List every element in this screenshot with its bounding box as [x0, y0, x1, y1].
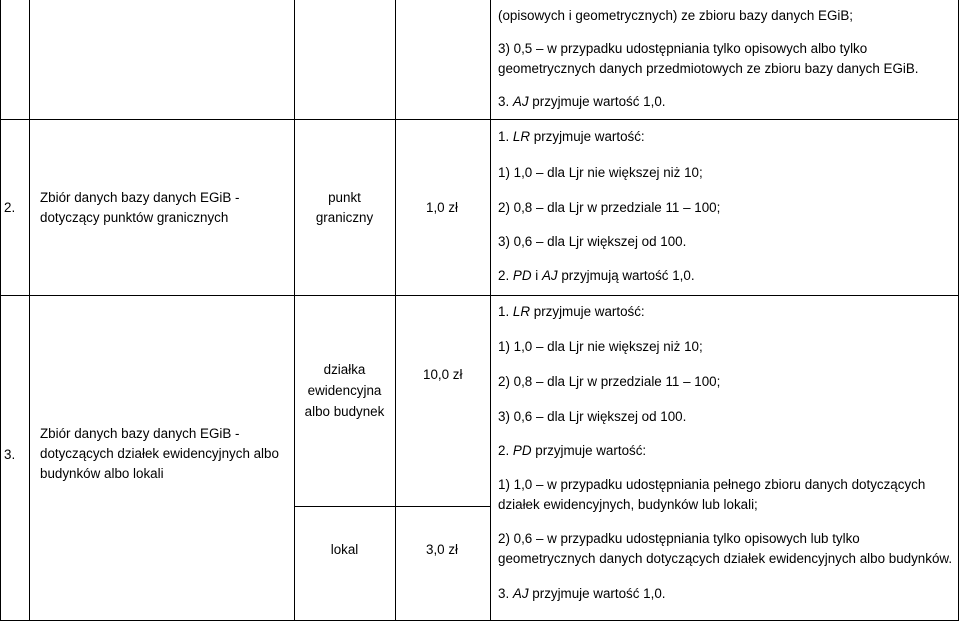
- row3-pd-item: 2) 0,6 – w przypadku udostępniania tylko opisowych lub tylko: [498, 531, 860, 546]
- row2-pd-line: [498, 267, 695, 284]
- row-divider: [0, 119, 959, 120]
- lr-code: LR: [512, 129, 531, 144]
- pd-code: PD: [512, 443, 532, 458]
- row3-unit-a-line: ewidencyjna: [307, 383, 382, 398]
- row3-lr-item: 1) 1,0 – dla Ljr nie większej niż 10;: [498, 339, 703, 354]
- row3-unit-a-line: albo budynek: [304, 404, 385, 419]
- row3-number: 3.: [4, 447, 16, 462]
- aj-prefix: 3.: [498, 586, 510, 601]
- row3-lr-item: 3) 0,6 – dla Ljr większej od 100.: [498, 409, 687, 424]
- row3-price-b: 3,0 zł: [426, 542, 459, 557]
- row2-name-line: Zbiór danych bazy danych EGiB -: [40, 190, 240, 205]
- table-col-divider: [395, 0, 396, 621]
- row3-unit-a-line: działka: [323, 362, 366, 377]
- row3-unit-b: lokal: [330, 542, 359, 557]
- row3-price-a: 10,0 zł: [423, 367, 463, 382]
- aj-code: AJ: [541, 268, 558, 283]
- row2-lr-item: 1) 1,0 – dla Ljr nie większej niż 10;: [498, 165, 703, 180]
- row2-name-line: dotyczący punktów granicznych: [40, 210, 229, 225]
- lr-prefix: 1.: [498, 129, 510, 144]
- pd-text: przyjmują wartość 1,0.: [561, 268, 695, 283]
- table-border-right: [958, 0, 959, 621]
- row2-unit-line: punkt: [328, 190, 361, 205]
- row3-name-line: budynków albo lokali: [40, 466, 164, 481]
- row2-lr-line: [498, 128, 645, 145]
- lr-text: przyjmuje wartość:: [533, 304, 645, 319]
- aj-text: przyjmuje wartość 1,0.: [532, 94, 666, 109]
- aj-code: AJ: [512, 586, 529, 601]
- row3-name-line: dotyczących działek ewidencyjnych albo: [40, 446, 279, 461]
- row2-unit-line: graniczny: [315, 210, 374, 225]
- lr-code: LR: [512, 304, 531, 319]
- aj-code: AJ: [512, 94, 529, 109]
- row3-pd-line: [498, 442, 646, 459]
- table-col-divider: [490, 0, 491, 621]
- row3-name-line: Zbiór danych bazy danych EGiB -: [40, 426, 240, 441]
- pd-prefix: 2.: [498, 268, 510, 283]
- row2-price: 1,0 zł: [426, 200, 459, 215]
- row3-lr-line: [498, 303, 645, 320]
- row2-number: 2.: [4, 200, 16, 215]
- table-border-left: [0, 0, 1, 621]
- lr-prefix: 1.: [498, 304, 510, 319]
- aj-prefix: 3.: [498, 94, 510, 109]
- pd-prefix: 2.: [498, 443, 510, 458]
- table-col-divider: [29, 0, 30, 621]
- subrow-divider: [294, 506, 491, 507]
- row3-lr-item: 2) 0,8 – dla Ljr w przedziale 11 – 100;: [498, 374, 721, 389]
- row1-aj-line: [498, 93, 666, 110]
- pd-text: przyjmuje wartość:: [535, 443, 647, 458]
- table-col-divider: [294, 0, 295, 621]
- row3-aj-line: [498, 585, 666, 602]
- row3-pd-item: działek ewidencyjnych, budynków lub lokali;: [498, 497, 758, 512]
- row2-lr-item: 3) 0,6 – dla Ljr większej od 100.: [498, 234, 687, 249]
- row1-text-line: (opisowych i geometrycznych) ze zbioru bazy danych EGiB;: [498, 8, 854, 23]
- row2-lr-item: 2) 0,8 – dla Ljr w przedziale 11 – 100;: [498, 200, 721, 215]
- pd-code: PD: [512, 268, 532, 283]
- row-divider: [0, 295, 959, 296]
- pd-and: i: [535, 268, 539, 283]
- aj-text: przyjmuje wartość 1,0.: [532, 586, 666, 601]
- lr-text: przyjmuje wartość:: [533, 129, 645, 144]
- row3-pd-item: 1) 1,0 – w przypadku udostępniania pełnego zbioru danych dotyczących: [498, 477, 926, 492]
- row3-pd-item: geometrycznych danych dotyczących działek ewidencyjnych albo budynków.: [498, 551, 953, 566]
- row1-text-line: geometrycznych danych przedmiotowych ze zbioru bazy danych EGiB.: [498, 61, 919, 76]
- row1-text-line: 3) 0,5 – w przypadku udostępniania tylko opisowych albo tylko: [498, 41, 868, 56]
